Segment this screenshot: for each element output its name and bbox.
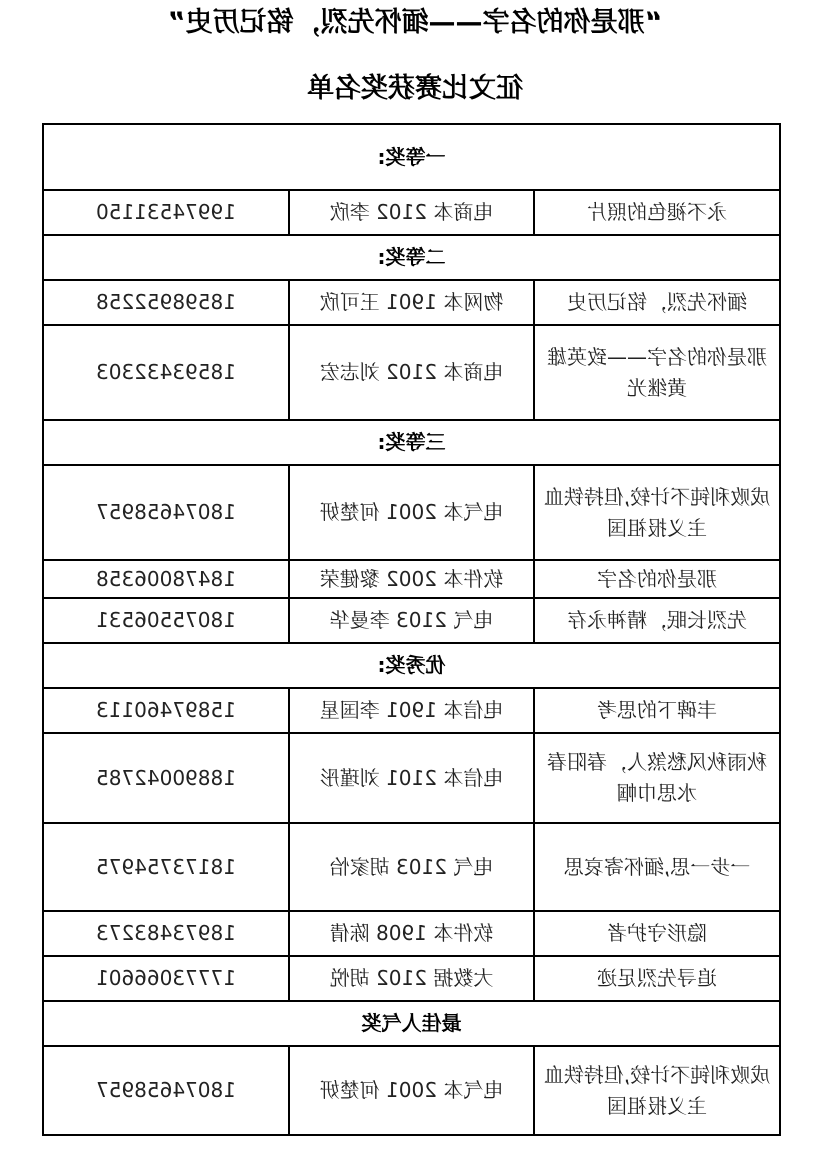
phone-cell: 15897460113 (43, 688, 289, 733)
table-row (43, 911, 780, 956)
table-row (43, 823, 780, 911)
phone-cell: 18598952258 (43, 280, 289, 325)
table-row (43, 956, 780, 1001)
essay-title-cell: 那是你的名字 (534, 560, 780, 598)
class-name-cell: 电气 2103 胡家怡 (289, 823, 534, 911)
category-most-popular: 最佳人气奖 (43, 1001, 780, 1046)
phone-cell: 18593432303 (43, 325, 289, 420)
class-name-cell: 大数据 2102 胡悦 (289, 956, 534, 1001)
phone-cell: 18075506531 (43, 598, 289, 643)
class-name-cell: 物网本 1901 王可欣 (289, 280, 534, 325)
category-row (43, 235, 780, 280)
document-title: “那是你的名字——缅怀先烈，铭记历史” (167, 7, 663, 38)
class-name-cell: 电信本 2101 刘瑾彤 (289, 733, 534, 823)
essay-title-cell: 一步一思,缅怀寄哀思 (534, 823, 780, 911)
essay-title-cell: 成败利钝不计较,但持铁血主义报祖国 (534, 465, 780, 560)
class-name-cell: 软件本 1908 陈倩 (289, 911, 534, 956)
essay-title-cell: 永不褪色的照片 (534, 190, 780, 235)
category-excellence-prize: 优秀奖: (43, 643, 780, 688)
essay-title-cell: 秋雨秋风愁煞人，春阳春水思巾帼 (534, 733, 780, 823)
essay-title-cell: 那是你的名字——致英雄黄继光 (534, 325, 780, 420)
class-name-cell: 电信本 1901 李国星 (289, 688, 534, 733)
phone-cell: 18973483273 (43, 911, 289, 956)
category-row (43, 420, 780, 465)
table-row (43, 325, 780, 420)
table-row (43, 560, 780, 598)
phone-cell: 17773066601 (43, 956, 289, 1001)
essay-title-cell: 成败利钝不计较,但持铁血主义报祖国 (534, 1046, 780, 1135)
class-name-cell: 电气 2103 李曼华 (289, 598, 534, 643)
table-row (43, 598, 780, 643)
essay-title-cell: 先烈长眠，精神永存 (534, 598, 780, 643)
phone-cell: 18173754975 (43, 823, 289, 911)
category-row (43, 643, 780, 688)
class-name-cell: 电商本 2102 李欣 (289, 190, 534, 235)
document-subtitle: 征文比赛获奖名单 (307, 73, 523, 104)
table-row (43, 465, 780, 560)
award-table (42, 123, 781, 1136)
phone-cell: 18478006358 (43, 560, 289, 598)
essay-title-cell: 追寻先烈足迹 (534, 956, 780, 1001)
class-name-cell: 电气本 2001 何楚妍 (289, 465, 534, 560)
class-name-cell: 电商本 2102 刘志宏 (289, 325, 534, 420)
phone-cell: 18890042785 (43, 733, 289, 823)
class-name-cell: 电气本 2001 何楚妍 (289, 1046, 534, 1135)
essay-title-cell: 缅怀先烈，铭记历史 (534, 280, 780, 325)
essay-title-cell: 丰碑下的思考 (534, 688, 780, 733)
category-third-prize: 三等奖: (43, 420, 780, 465)
essay-title-cell: 隐形守护者 (534, 911, 780, 956)
phone-cell: 18074658957 (43, 1046, 289, 1135)
class-name-cell: 软件本 2002 黎健荣 (289, 560, 534, 598)
category-first-prize: 一等奖: (43, 124, 780, 190)
table-row (43, 688, 780, 733)
table-row (43, 190, 780, 235)
category-row (43, 124, 780, 190)
phone-cell: 18074658957 (43, 465, 289, 560)
table-row (43, 1046, 780, 1135)
phone-cell: 19974531150 (43, 190, 289, 235)
category-row (43, 1001, 780, 1046)
category-second-prize: 二等奖: (43, 235, 780, 280)
table-row (43, 733, 780, 823)
table-row (43, 280, 780, 325)
